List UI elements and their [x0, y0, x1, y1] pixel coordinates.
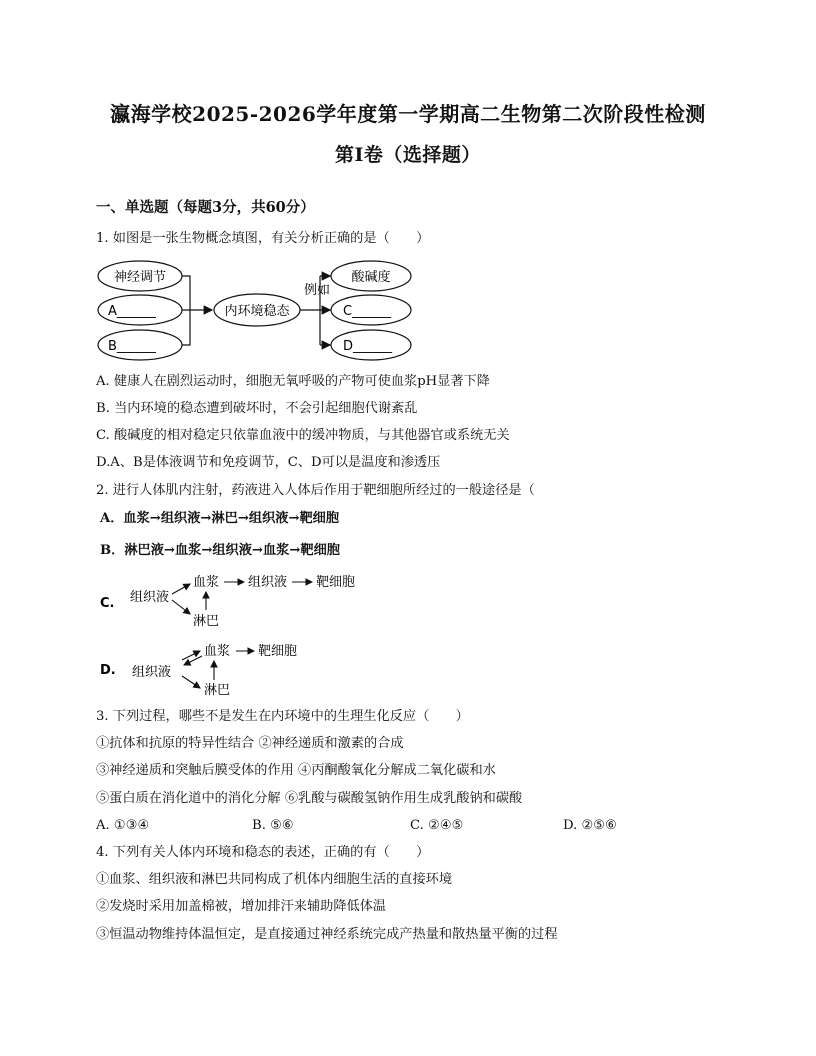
link-label: 例如 — [304, 283, 331, 298]
q1-option-c: C. 酸碱度的相对稳定只依靠血液中的缓冲物质，与其他器官或系统无关 — [96, 428, 510, 443]
q1-option-d: D.A、B是体液调节和免疫调节，C、D可以是温度和渗透压 — [96, 455, 441, 470]
center-label: 内环境稳态 — [224, 304, 290, 319]
q2-c-plasma: 血浆 — [193, 575, 220, 590]
left-label-3: B______ — [108, 339, 156, 354]
page-subtitle: 第Ⅰ卷（选择题） — [335, 144, 481, 166]
q2-option-b: B．淋巴液→血浆→组织液→血浆→靶细胞 — [100, 543, 340, 558]
q2-d-tissue: 组织液 — [132, 665, 172, 680]
q2-stem: 2. 进行人体肌内注射，药液进入人体后作用于靶细胞所经过的一般途径是（ — [96, 483, 535, 498]
page-title: 瀛海学校2025-2026学年度第一学期高二生物第二次阶段性检测 — [110, 102, 706, 126]
q2-c-tissue: 组织液 — [130, 590, 170, 605]
q3-choice-b: B. ⑤⑥ — [252, 818, 294, 833]
q2-option-c-pathway — [98, 570, 378, 632]
q1-option-a: A. 健康人在剧烈运动时，细胞无氧呼吸的产物可使血浆pH显著下降 — [96, 374, 490, 389]
q2-d-lymph: 淋巴 — [204, 683, 231, 698]
q2-d-label: D. — [100, 663, 116, 678]
q3-line-2: ③神经递质和突触后膜受体的作用 ④丙酮酸氧化分解成二氧化碳和水 — [96, 763, 496, 778]
right-label-3: D______ — [343, 339, 393, 354]
q2-c-tissue2: 组织液 — [248, 575, 288, 590]
right-label-1: 酸碱度 — [351, 270, 391, 285]
q1-option-b: B. 当内环境的稳态遭到破坏时，不会引起细胞代谢紊乱 — [96, 401, 418, 416]
q3-choice-c: C. ②④⑤ — [410, 818, 464, 833]
q1-stem: 1. 如图是一张生物概念填图，有关分析正确的是（ ） — [96, 231, 430, 246]
q4-line-3: ③恒温动物维持体温恒定，是直接通过神经系统完成产热量和散热量平衡的过程 — [96, 927, 558, 942]
q2-d-target: 靶细胞 — [258, 644, 298, 659]
q3-line-1: ①抗体和抗原的特异性结合 ②神经递质和激素的合成 — [96, 736, 404, 751]
q2-c-target: 靶细胞 — [316, 575, 356, 590]
q2-c-lymph: 淋巴 — [193, 614, 220, 629]
q4-line-2: ②发烧时采用加盖棉被，增加排汗来辅助降低体温 — [96, 899, 387, 914]
q3-stem: 3. 下列过程，哪些不是发生在内环境中的生理生化反应（ ） — [96, 709, 469, 724]
section-heading: 一、单选题（每题3分，共60分） — [96, 199, 315, 216]
q3-line-3: ⑤蛋白质在消化道中的消化分解 ⑥乳酸与碳酸氢钠作用生成乳酸钠和碳酸 — [96, 791, 523, 806]
q4-stem: 4. 下列有关人体内环境和稳态的表述，正确的有（ ） — [96, 845, 430, 860]
right-label-2: C______ — [343, 304, 392, 319]
q1-concept-diagram — [96, 258, 416, 364]
q2-c-label: C. — [100, 596, 115, 611]
left-label-2: A______ — [108, 304, 156, 319]
q4-line-1: ①血浆、组织液和淋巴共同构成了机体内细胞生活的直接环境 — [96, 872, 453, 887]
q3-choice-a: A. ①③④ — [96, 818, 150, 833]
q2-option-d-pathway — [98, 638, 318, 700]
q3-choice-d: D. ②⑤⑥ — [563, 818, 617, 833]
left-label-1: 神经调节 — [113, 270, 167, 285]
q2-option-a: A．血浆→组织液→淋巴→组织液→靶细胞 — [100, 511, 340, 526]
q2-d-plasma: 血浆 — [204, 644, 231, 659]
